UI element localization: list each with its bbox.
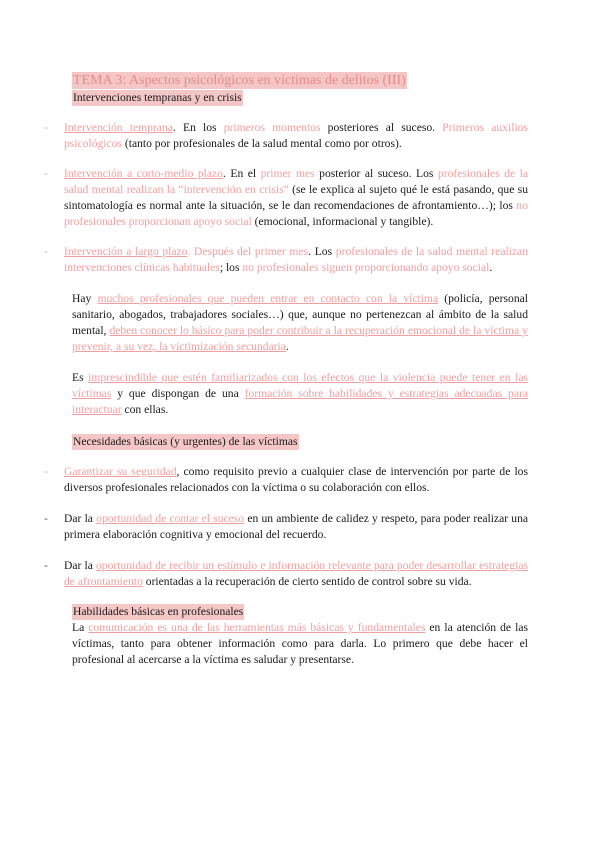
list-item-coping-strategies: - Dar la oportunidad de recibir un estímulo e información relevante para poder desarrollar estrategias de afrontamiento orientadas a la recuperación de cierto sentido de control sobre su vida. <box>44 559 529 588</box>
highlight-term: primeros momentos <box>223 121 321 134</box>
highlight-term: Intervención a corto-medio plazo <box>64 167 223 180</box>
list-bullet: - <box>44 559 48 572</box>
document-content <box>44 72 529 668</box>
highlight-term: Intervención a largo plazo <box>64 245 188 258</box>
highlight-term: no profesionales proporcionan apoyo social <box>64 199 528 228</box>
highlight-term: oportunidad de contar el suceso <box>96 512 245 525</box>
highlight-term: . Después del primer mes <box>187 245 309 258</box>
list-bullet: - <box>44 121 48 134</box>
list-item-early-intervention: - Intervención temprana. En los primeros momentos posteriores al suceso. Primeros auxilios psicológicos (tanto por profesionales de la salud mental como por otros). <box>44 121 528 150</box>
section-heading-skills: Habilidades básicas en profesionales <box>73 605 244 618</box>
highlight-term: deben conocer lo básico para poder contribuir a la recuperación emocional de la víctima y prevenir, a su vez, la victimización secundaria <box>72 324 528 353</box>
highlight-term: primer mes <box>260 167 315 180</box>
highlight-term: no profesionales siguen proporcionando apoyo social <box>242 261 490 274</box>
highlight-term: oportunidad de recibir un estímulo e información relevante para poder desarrollar estrategias de afrontamiento <box>64 559 529 588</box>
highlight-term: formación sobre habilidades y estrategias adecuadas para interactuar <box>72 387 528 416</box>
paragraph-professionals: Hay muchos profesionales que pueden entrar en contacto con la víctima (policía, personal sanitario, abogados, trabajadores sociales…) que, aunque no pertenezcan al ámbito de la salud mental, deben conocer lo básico para poder contribuir a la recuperación emocional de la víctima y prevenir, a su vez, la victimización secundaria. <box>72 292 529 353</box>
list-item-short-medium-term: - Intervención a corto-medio plazo. En el primer mes posterior al suceso. Los profesionales de la salud mental realizan la “intervención en crisis” (se le explica al sujeto qué le está pasando, que su sintomatología es normal ante la situación, se le dan recomendaciones de afrontamiento…); los no profesionales proporcionan apoyo social (emocional, informacional y tangible). <box>44 167 529 228</box>
section-heading-interventions: Intervenciones tempranas y en crisis <box>73 91 242 104</box>
list-item-safety: - Garantizar su seguridad, como requisito previo a cualquier clase de intervención por parte de los diversos profesionales relacionados con la víctima o su colaboración con ellos. <box>44 465 528 494</box>
list-item-tell-event: - Dar la oportunidad de contar el suceso en un ambiente de calidez y respeto, para poder realizar una primera elaboración cognitiva y emocional del recuerdo. <box>44 512 529 541</box>
highlight-term: Intervención temprana <box>64 121 173 134</box>
list-bullet: - <box>44 512 48 525</box>
list-item-long-term: - Intervención a largo plazo. Después del primer mes. Los profesionales de la salud mental realizan intervenciones clínicas habituales; los no profesionales siguen proporcionando apoyo social. <box>44 245 528 274</box>
highlight-term: imprescindible que estén familiarizados con los efectos que la violencia puede tener en las víctimas <box>72 371 529 400</box>
highlight-term: muchos profesionales que pueden entrar en contacto con la víctima <box>97 292 439 305</box>
paragraph-communication: La comunicación es una de las herramientas más básicas y fundamentales en la atención de las víctimas, tanto para obtener información como para darla. Lo primero que debe hacer el profesional al acercarse a la víctima es saludar y presentarse. <box>72 621 528 666</box>
highlight-term: profesionales de la salud mental realizan la “intervención en crisis” <box>64 167 529 196</box>
document-title: TEMA 3: Aspectos psicológicos en víctimas de delitos (III) <box>73 73 406 88</box>
highlight-term: comunicación es una de las herramientas más básicas y fundamentales <box>88 621 426 634</box>
paragraph-training: Es imprescindible que estén familiarizados con los efectos que la violencia puede tener en las víctimas y que dispongan de una formación sobre habilidades y estrategias adecuadas para interactuar con ellas. <box>72 371 529 416</box>
list-bullet: - <box>44 167 48 180</box>
highlight-term: profesionales de la salud mental realizan intervenciones clínicas habituales <box>64 245 528 274</box>
list-bullet: - <box>44 245 48 258</box>
list-bullet: - <box>44 465 48 478</box>
section-heading-needs: Necesidades básicas (y urgentes) de las víctimas <box>73 435 298 448</box>
highlight-term: Garantizar su seguridad <box>64 465 177 478</box>
highlight-term: Primeros auxilios psicológicos <box>64 121 528 150</box>
